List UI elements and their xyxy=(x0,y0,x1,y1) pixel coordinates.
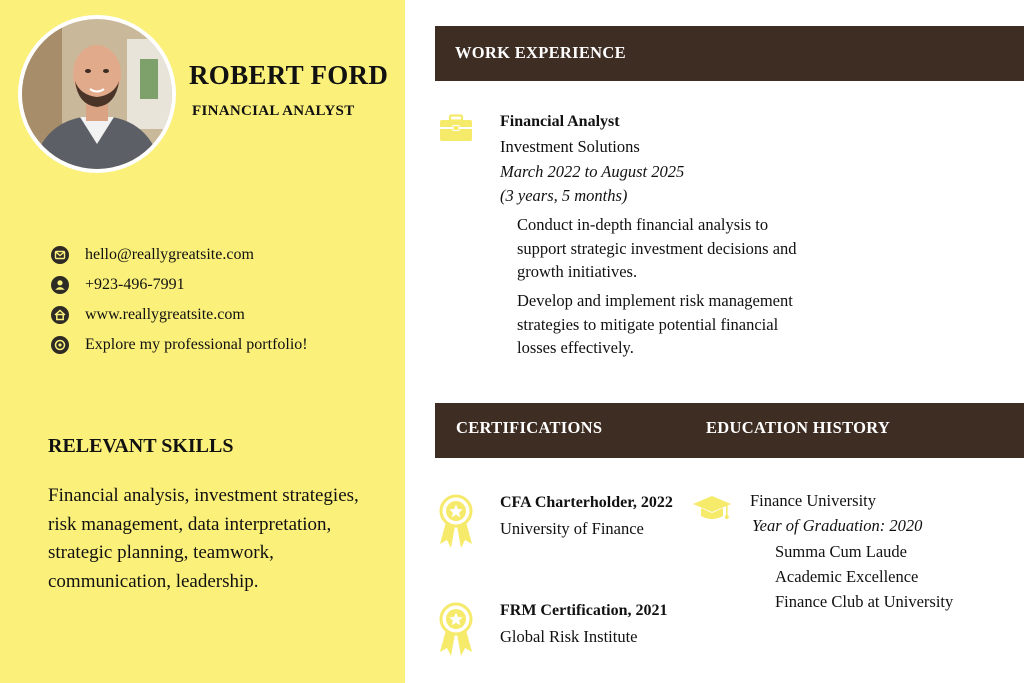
work-duration: (3 years, 5 months) xyxy=(500,186,628,205)
education-honor-3: Finance Club at University xyxy=(775,592,954,611)
user-icon xyxy=(50,275,70,295)
education-honor-2: Academic Excellence xyxy=(775,567,919,586)
cert-1-issuer: University of Finance xyxy=(500,519,644,538)
work-job-title: Financial Analyst xyxy=(500,113,620,130)
avatar xyxy=(18,15,176,173)
contact-portfolio-text: Explore my professional portfolio! xyxy=(85,336,308,353)
work-experience-heading: WORK EXPERIENCE xyxy=(455,43,626,62)
contact-email-text: hello@reallygreatsite.com xyxy=(85,246,254,263)
education-school: Finance University xyxy=(750,491,877,510)
contact-phone[interactable] xyxy=(50,270,308,300)
contact-phone-text: +923-496-7991 xyxy=(85,276,185,293)
contact-website-text: www.reallygreatsite.com xyxy=(85,306,245,323)
award-ribbon-icon xyxy=(437,494,475,555)
work-dates: March 2022 to August 2025 xyxy=(500,162,685,181)
education-heading: EDUCATION HISTORY xyxy=(706,418,891,437)
contact-portfolio[interactable] xyxy=(50,330,308,360)
target-icon xyxy=(50,335,70,355)
graduation-cap-icon xyxy=(692,493,732,528)
full-name: ROBERT FORD xyxy=(189,60,389,90)
profile-photo xyxy=(22,19,172,169)
sidebar xyxy=(0,0,405,683)
certifications-heading: CERTIFICATIONS xyxy=(456,418,603,437)
briefcase-icon xyxy=(439,114,473,147)
work-bullet-2: Develop and implement risk management strategies to mitigate potential financial losses effectively. xyxy=(517,291,793,357)
contact-website[interactable] xyxy=(50,300,308,330)
education-honor-1: Summa Cum Laude xyxy=(775,542,907,561)
home-icon xyxy=(50,305,70,325)
skills-text: Financial analysis, investment strategies, risk management, data interpretation, strategic planning, teamwork, communication, leadership. xyxy=(48,485,359,592)
cert-1-name: CFA Charterholder, 2022 xyxy=(500,494,673,511)
work-company: Investment Solutions xyxy=(500,137,640,156)
certifications-education-bar xyxy=(435,403,1024,458)
contact-list xyxy=(50,240,308,360)
work-experience-bar xyxy=(435,26,1024,81)
award-ribbon-icon xyxy=(437,602,475,663)
education-graduation: Year of Graduation: 2020 xyxy=(752,516,923,535)
cert-2-name: FRM Certification, 2021 xyxy=(500,602,668,619)
job-title-header: FINANCIAL ANALYST xyxy=(192,103,355,119)
email-icon xyxy=(50,245,70,265)
contact-email[interactable] xyxy=(50,240,308,270)
work-bullet-1: Conduct in-depth financial analysis to support strategic investment decisions and growth initiatives. xyxy=(517,215,797,281)
skills-heading: RELEVANT SKILLS xyxy=(48,435,234,457)
cert-2-issuer: Global Risk Institute xyxy=(500,627,638,646)
